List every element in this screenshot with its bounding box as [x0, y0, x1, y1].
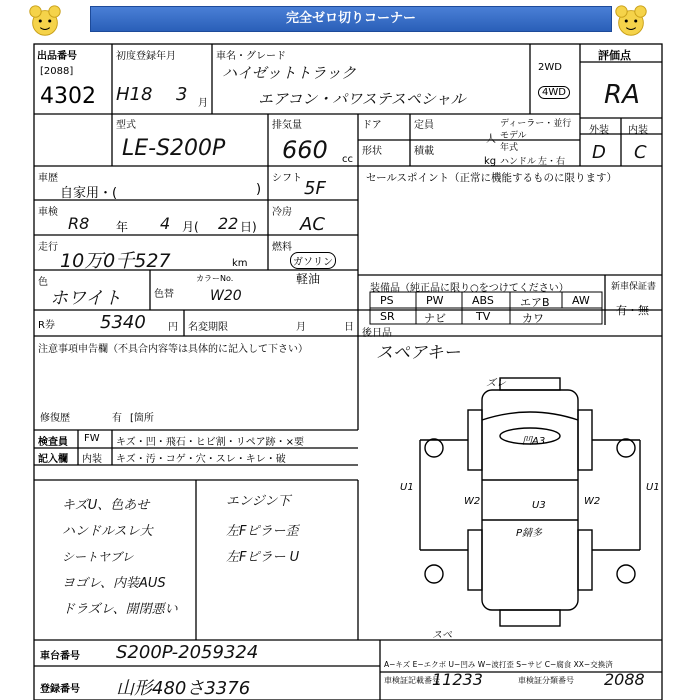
- repair-note: [箇所: [130, 413, 154, 424]
- mileage-value: 10万0千527: [60, 250, 171, 272]
- interior-check-label: 内装: [82, 454, 102, 465]
- fw-items: キズ・凹・飛石・ヒビ割・リペア跡・×要: [116, 437, 304, 448]
- model-label: 型式: [116, 120, 136, 131]
- dealer-year-label: 年式: [500, 143, 519, 153]
- damage-diagram: [400, 370, 662, 640]
- dealer-handle-opts: 左・右: [538, 157, 566, 167]
- spare-key-value: スペアキー: [376, 343, 461, 363]
- inspection-year-unit: 年: [116, 220, 129, 234]
- interior-label: 内装: [628, 125, 648, 136]
- damage-note-r3: 左Fピラー U: [226, 550, 300, 565]
- inspection-day-unit: 日): [240, 220, 257, 234]
- inspection-label: 車検: [38, 207, 58, 218]
- equip-abs: ABS: [472, 294, 494, 307]
- damage-note-r1: エンジン下: [226, 494, 291, 509]
- ac-label: 冷房: [272, 207, 292, 218]
- equip-sr: SR: [380, 310, 395, 323]
- grade-value: RA: [604, 80, 640, 110]
- damage-note-4: ヨゴレ、内装AUS: [62, 576, 166, 591]
- equip-aw: AW: [572, 294, 590, 307]
- chassis-label: 車台番号: [40, 651, 80, 662]
- history-value: 自家用・(: [60, 186, 118, 201]
- exterior-value: D: [592, 142, 606, 163]
- mileage-unit: km: [232, 258, 248, 269]
- car-name-line1: ハイゼットトラック: [222, 64, 356, 82]
- lot-label: 出品番号: [37, 51, 77, 62]
- repair-label: 修復歴: [40, 413, 70, 424]
- color-value: ホワイト: [50, 288, 122, 309]
- diag-label-5: U3: [532, 500, 546, 511]
- diag-label-1: ズレ: [486, 378, 506, 389]
- equipment-label: 装備品（純正品に限り○をつけてください）: [370, 283, 569, 294]
- registration-year: H18: [116, 84, 153, 105]
- dealer-model-label: モデル: [500, 131, 527, 141]
- chassis-value: S200P-2059324: [116, 642, 259, 663]
- capacity-unit: 人: [486, 134, 496, 145]
- shift-label: シフト: [272, 173, 302, 184]
- color-code-label: カラーNo.: [196, 274, 234, 283]
- fuel-gasoline: ガソリン: [290, 252, 336, 269]
- damage-note-5: ドラズレ、開閉悪い: [62, 602, 178, 617]
- exterior-label: 外装: [589, 125, 609, 136]
- damage-note-2: ハンドルスレ大: [62, 524, 153, 539]
- diag-label-3: U1: [400, 482, 414, 493]
- registration-month-unit: 月: [198, 98, 208, 109]
- name-change-month: 月: [296, 322, 306, 333]
- color-change-label: 色替: [154, 289, 174, 300]
- shape-label: 形状: [362, 146, 382, 157]
- equip-ps: PS: [380, 294, 394, 307]
- cat-label: 車検証分類番号: [518, 676, 574, 685]
- interior-value: C: [634, 142, 647, 163]
- diag-label-9: スペ: [432, 630, 452, 640]
- fuel-label: 燃料: [272, 242, 292, 253]
- inspection-year: R8: [68, 214, 90, 233]
- car-name-label: 車名・グレード: [216, 51, 286, 62]
- load-label: 積載: [414, 146, 434, 157]
- lot-code: [2088]: [40, 66, 74, 77]
- model-value: LE-S200P: [122, 136, 226, 161]
- recycle-unit: 円: [168, 322, 178, 333]
- dealer-handle-label: ハンドル: [500, 157, 537, 167]
- shift-value: 5F: [304, 178, 326, 199]
- fw-label: FW: [84, 433, 100, 444]
- history-label: 車歴: [38, 173, 58, 184]
- damage-note-1: キズU、色あせ: [62, 498, 150, 513]
- plate-value: 山形480さ3376: [116, 678, 251, 699]
- header-banner: 完全ゼロ切りコーナー: [90, 6, 612, 32]
- legend: A−キズ E−エクボ U−凹み W−波打歪 S−サビ C−腐食 XX−交換済: [384, 660, 613, 669]
- name-change-label: 名変期限: [188, 322, 228, 333]
- registration-label: 初度登録年月: [116, 51, 176, 62]
- door-label: ドア: [362, 120, 382, 131]
- registration-month: 3: [176, 84, 188, 105]
- fuel-diesel: 軽油: [296, 272, 321, 286]
- notes-label: 注意事項申告欄（不具合内容等は具体的に記入して下さい）: [38, 344, 308, 355]
- damage-note-3: シートヤブレ: [62, 550, 134, 564]
- diag-label-7: U1: [646, 482, 660, 493]
- equip-tv: TV: [476, 310, 491, 323]
- equip-leather: カワ: [522, 312, 544, 325]
- drive-4wd: 4WD: [538, 86, 570, 99]
- recycle-label: R券: [38, 320, 55, 331]
- diag-label-4: W2: [464, 496, 481, 507]
- drive-2wd: 2WD: [538, 62, 562, 73]
- inspector-label: 検査員: [38, 437, 68, 448]
- diag-label-6: W2: [584, 496, 601, 507]
- ac-value: AC: [300, 214, 325, 235]
- grade-label: 評価点: [598, 49, 631, 62]
- history-close: ): [256, 182, 262, 197]
- displacement-value: 660: [282, 136, 328, 164]
- cat-value: 2088: [604, 670, 645, 689]
- capacity-label: 定員: [414, 120, 434, 131]
- ref-value: 11233: [432, 670, 483, 689]
- damage-note-r2: 左Fピラー歪: [226, 524, 299, 539]
- inspection-month: 4: [160, 214, 171, 233]
- ref-label: 車検証記載番号: [384, 676, 440, 685]
- inspection-day: 22: [218, 214, 239, 233]
- inspector-entry-label: 記入欄: [38, 454, 68, 465]
- mileage-label: 走行: [38, 242, 58, 253]
- displacement-label: 排気量: [272, 120, 302, 131]
- color-label: 色: [38, 277, 48, 288]
- load-unit: kg: [484, 156, 497, 167]
- dealer-label: ディーラー・並行: [500, 119, 572, 129]
- displacement-unit: cc: [342, 154, 353, 165]
- equip-airbag: エアB: [520, 296, 550, 309]
- car-name-line2: エアコン・パワステスペシャル: [258, 90, 466, 108]
- name-change-day: 日: [344, 322, 354, 333]
- sales-point-label: セールスポイント（正常に機能するものに限ります）: [366, 172, 618, 184]
- color-code: W20: [210, 288, 242, 304]
- equip-pw: PW: [426, 294, 444, 307]
- repair-value: 有: [112, 413, 122, 424]
- spare-key-label: 後日品: [362, 328, 392, 339]
- inspection-month-unit: 月(: [182, 220, 199, 234]
- recycle-value: 5340: [100, 312, 146, 333]
- plate-label: 登録番号: [40, 684, 80, 695]
- equip-navi: ナビ: [424, 312, 446, 325]
- lot-number: 4302: [40, 84, 96, 109]
- interior-items: キズ・汚・コゲ・穴・スレ・キレ・破: [116, 454, 286, 465]
- new-manual-label: 新車保証書: [611, 282, 657, 292]
- diag-label-8: P錆多: [516, 528, 543, 539]
- diag-label-2: 凹A3: [522, 436, 546, 447]
- new-manual-value: 有・無: [616, 304, 649, 317]
